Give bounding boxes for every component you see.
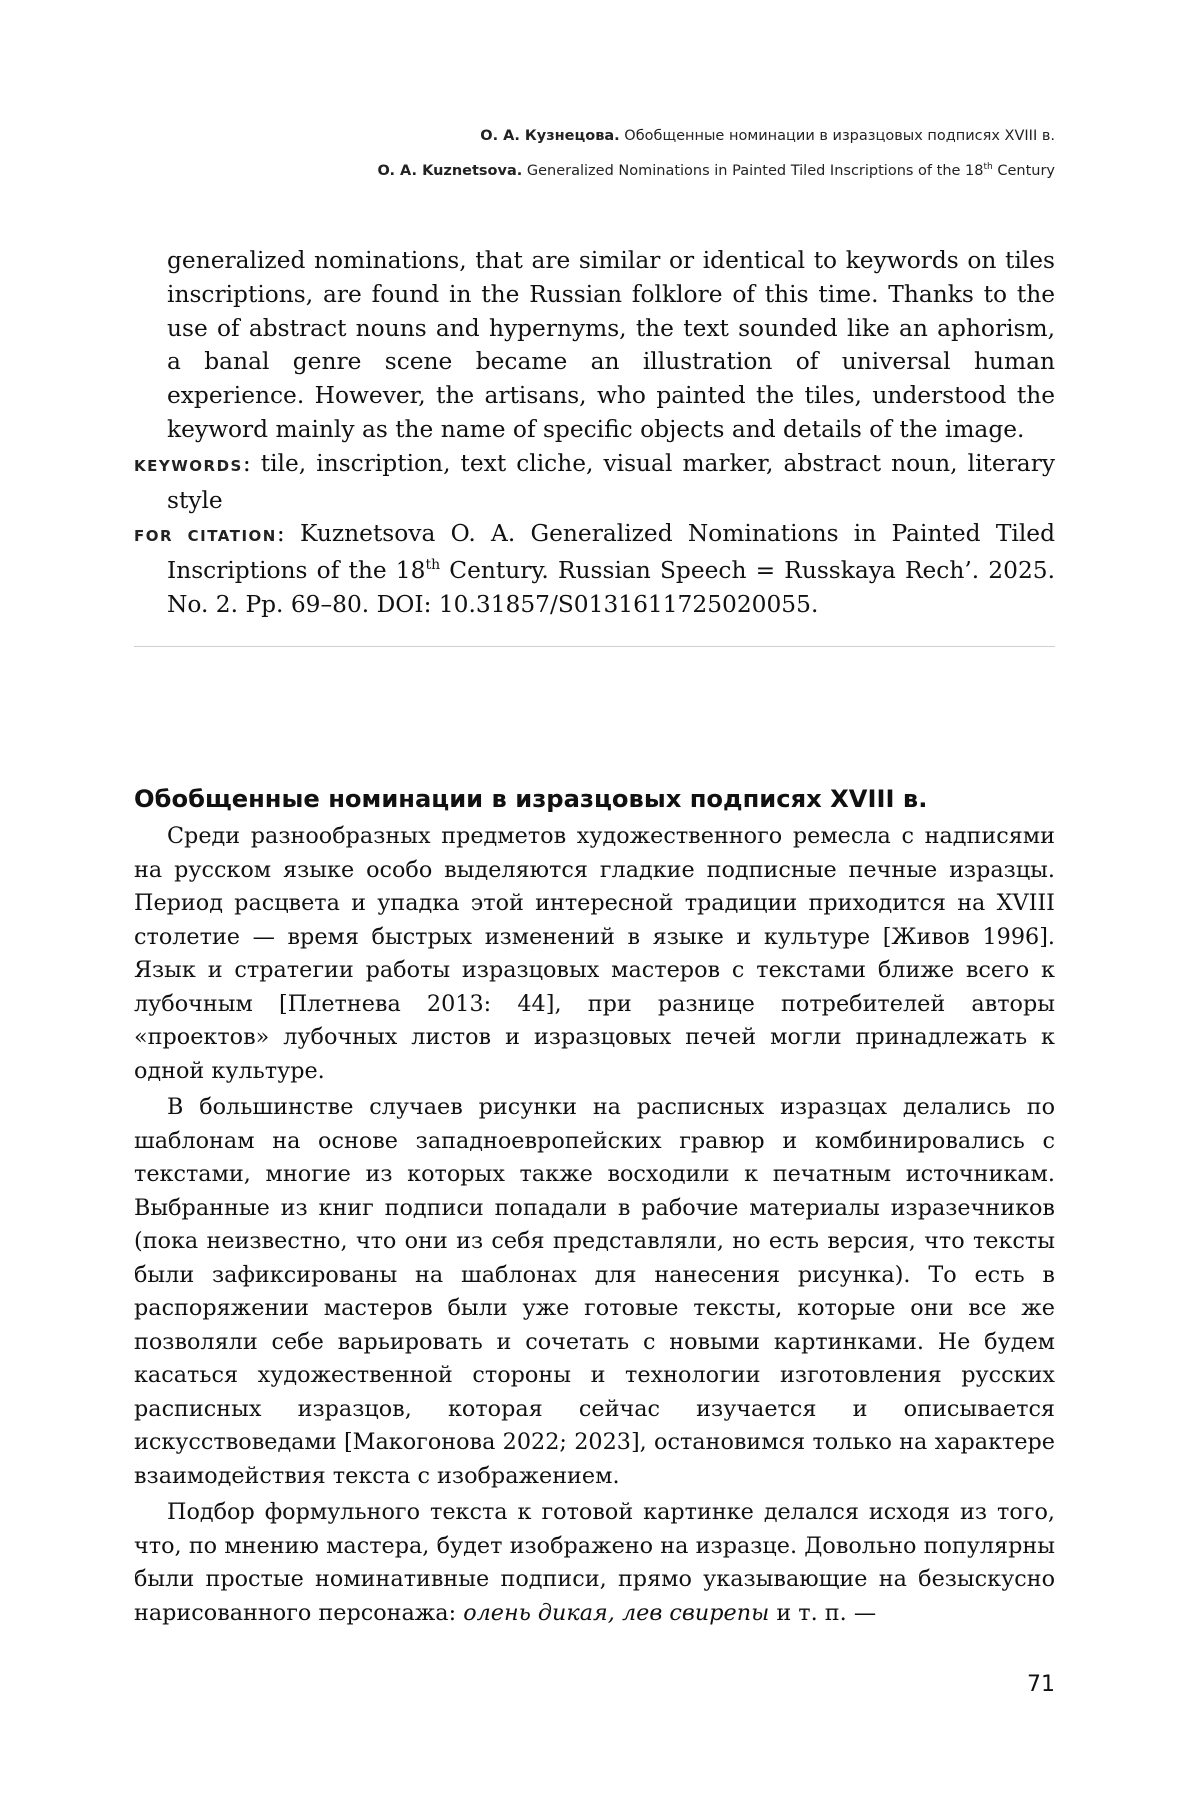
running-head-author-en: O. A. Kuznetsova. (377, 163, 523, 179)
running-head-title-sup: th (983, 162, 993, 172)
abstract-continuation: generalized nominations, that are similar or identical to keywords on tiles inscriptions, are found in the Russian folklore of this time. Thanks to the use of abstract nouns and hypernyms, the text sounded like an aphorism, a banal genre scene became an illustration of universal human experience. However, the artisans, who painted the tiles, understood the keyword mainly as the name of specific objects and details of the image. (167, 247, 1055, 443)
page-number: 71 (1027, 1672, 1055, 1697)
keywords-label: KEYWORDS (134, 456, 243, 475)
citation-label: FOR CITATION (134, 527, 277, 546)
article-heading: Обобщенные номинации в изразцовых подписях XVIII в. (134, 785, 928, 813)
para3-text: Подбор формульного текста к готовой картинке делался исходя из того, что, по мнению мастера, будет изображено на изразце. Довольно популярны были простые номинативные подписи, прямо указывающие на безыскусно нарисованного персонажа: (134, 1499, 1055, 1626)
citation-text-end: Century. Russian Speech = Russkaya Rech’. 2025. No. 2. Pp. 69–80. DOI: 10.31857/S0131611725020055. (167, 557, 1056, 618)
running-head-english (377, 163, 1055, 179)
running-head-title-en: Generalized Nominations in Painted Tiled Inscriptions of the 18 (522, 163, 984, 179)
body-paragraph-1: Среди разнообразных предметов художественного ремесла с надписями на русском языке особо выделяются гладкие подписные печные изразцы. Период расцвета и упадка этой интересной традиции приходится на XVIII столетие — время быстрых изменений в языке и культуре [Живов 1996]. Язык и стратегии работы изразцовых мастеров с текстами ближе всего к лубочным [Плетнева 2013: 44], при разнице потребителей авторы «проектов» лубочных листов и изразцовых печей могли принадлежать к одной культуре. (134, 823, 1055, 1084)
section-divider (134, 646, 1055, 647)
para3-example: олень дикая, лев свирепы (463, 1599, 770, 1626)
keywords-text: : tile, inscription, text cliche, visual marker, abstract noun, literary style (167, 449, 1055, 514)
citation-text: : Kuznetsova O. A. Generalized Nominations in Painted Tiled Inscriptions of the 18 (167, 520, 1055, 585)
abstract-block (134, 244, 1055, 622)
citation-sup: th (425, 557, 441, 574)
keywords (134, 447, 1055, 518)
para3-text-end: и т. п. — (769, 1599, 877, 1626)
citation (134, 517, 1055, 621)
article-body (134, 820, 1055, 1633)
running-head-title-ru: Обобщенные номинации в изразцовых подписях XVIII в. (619, 128, 1055, 144)
running-head-title-end: Century (992, 163, 1055, 179)
running-head-russian (480, 128, 1055, 144)
running-head-author-ru: О. А. Кузнецова. (480, 128, 620, 144)
body-paragraph-2: В большинстве случаев рисунки на расписных изразцах делались по шаблонам на основе западноевропейских гравюр и комбинировались с текстами, многие из которых также восходили к печатным источникам. Выбранные из книг подписи попадали в рабочие материалы изразечников (пока неизвестно, что они из себя представляли, но есть версия, что тексты были зафиксированы на шаблонах для нанесения рисунка). То есть в распоряжении мастеров были уже готовые тексты, которые они все же позволяли себе варьировать и сочетать с новыми картинками. Не будем касаться художественной стороны и технологии изготовления русских расписных изразцов, которая сейчас изучается и описывается искусствоведами [Макогонова 2022; 2023], остановимся только на характере взаимодействия текста с изображением. (134, 1094, 1055, 1489)
body-paragraph-3 (134, 1496, 1055, 1630)
